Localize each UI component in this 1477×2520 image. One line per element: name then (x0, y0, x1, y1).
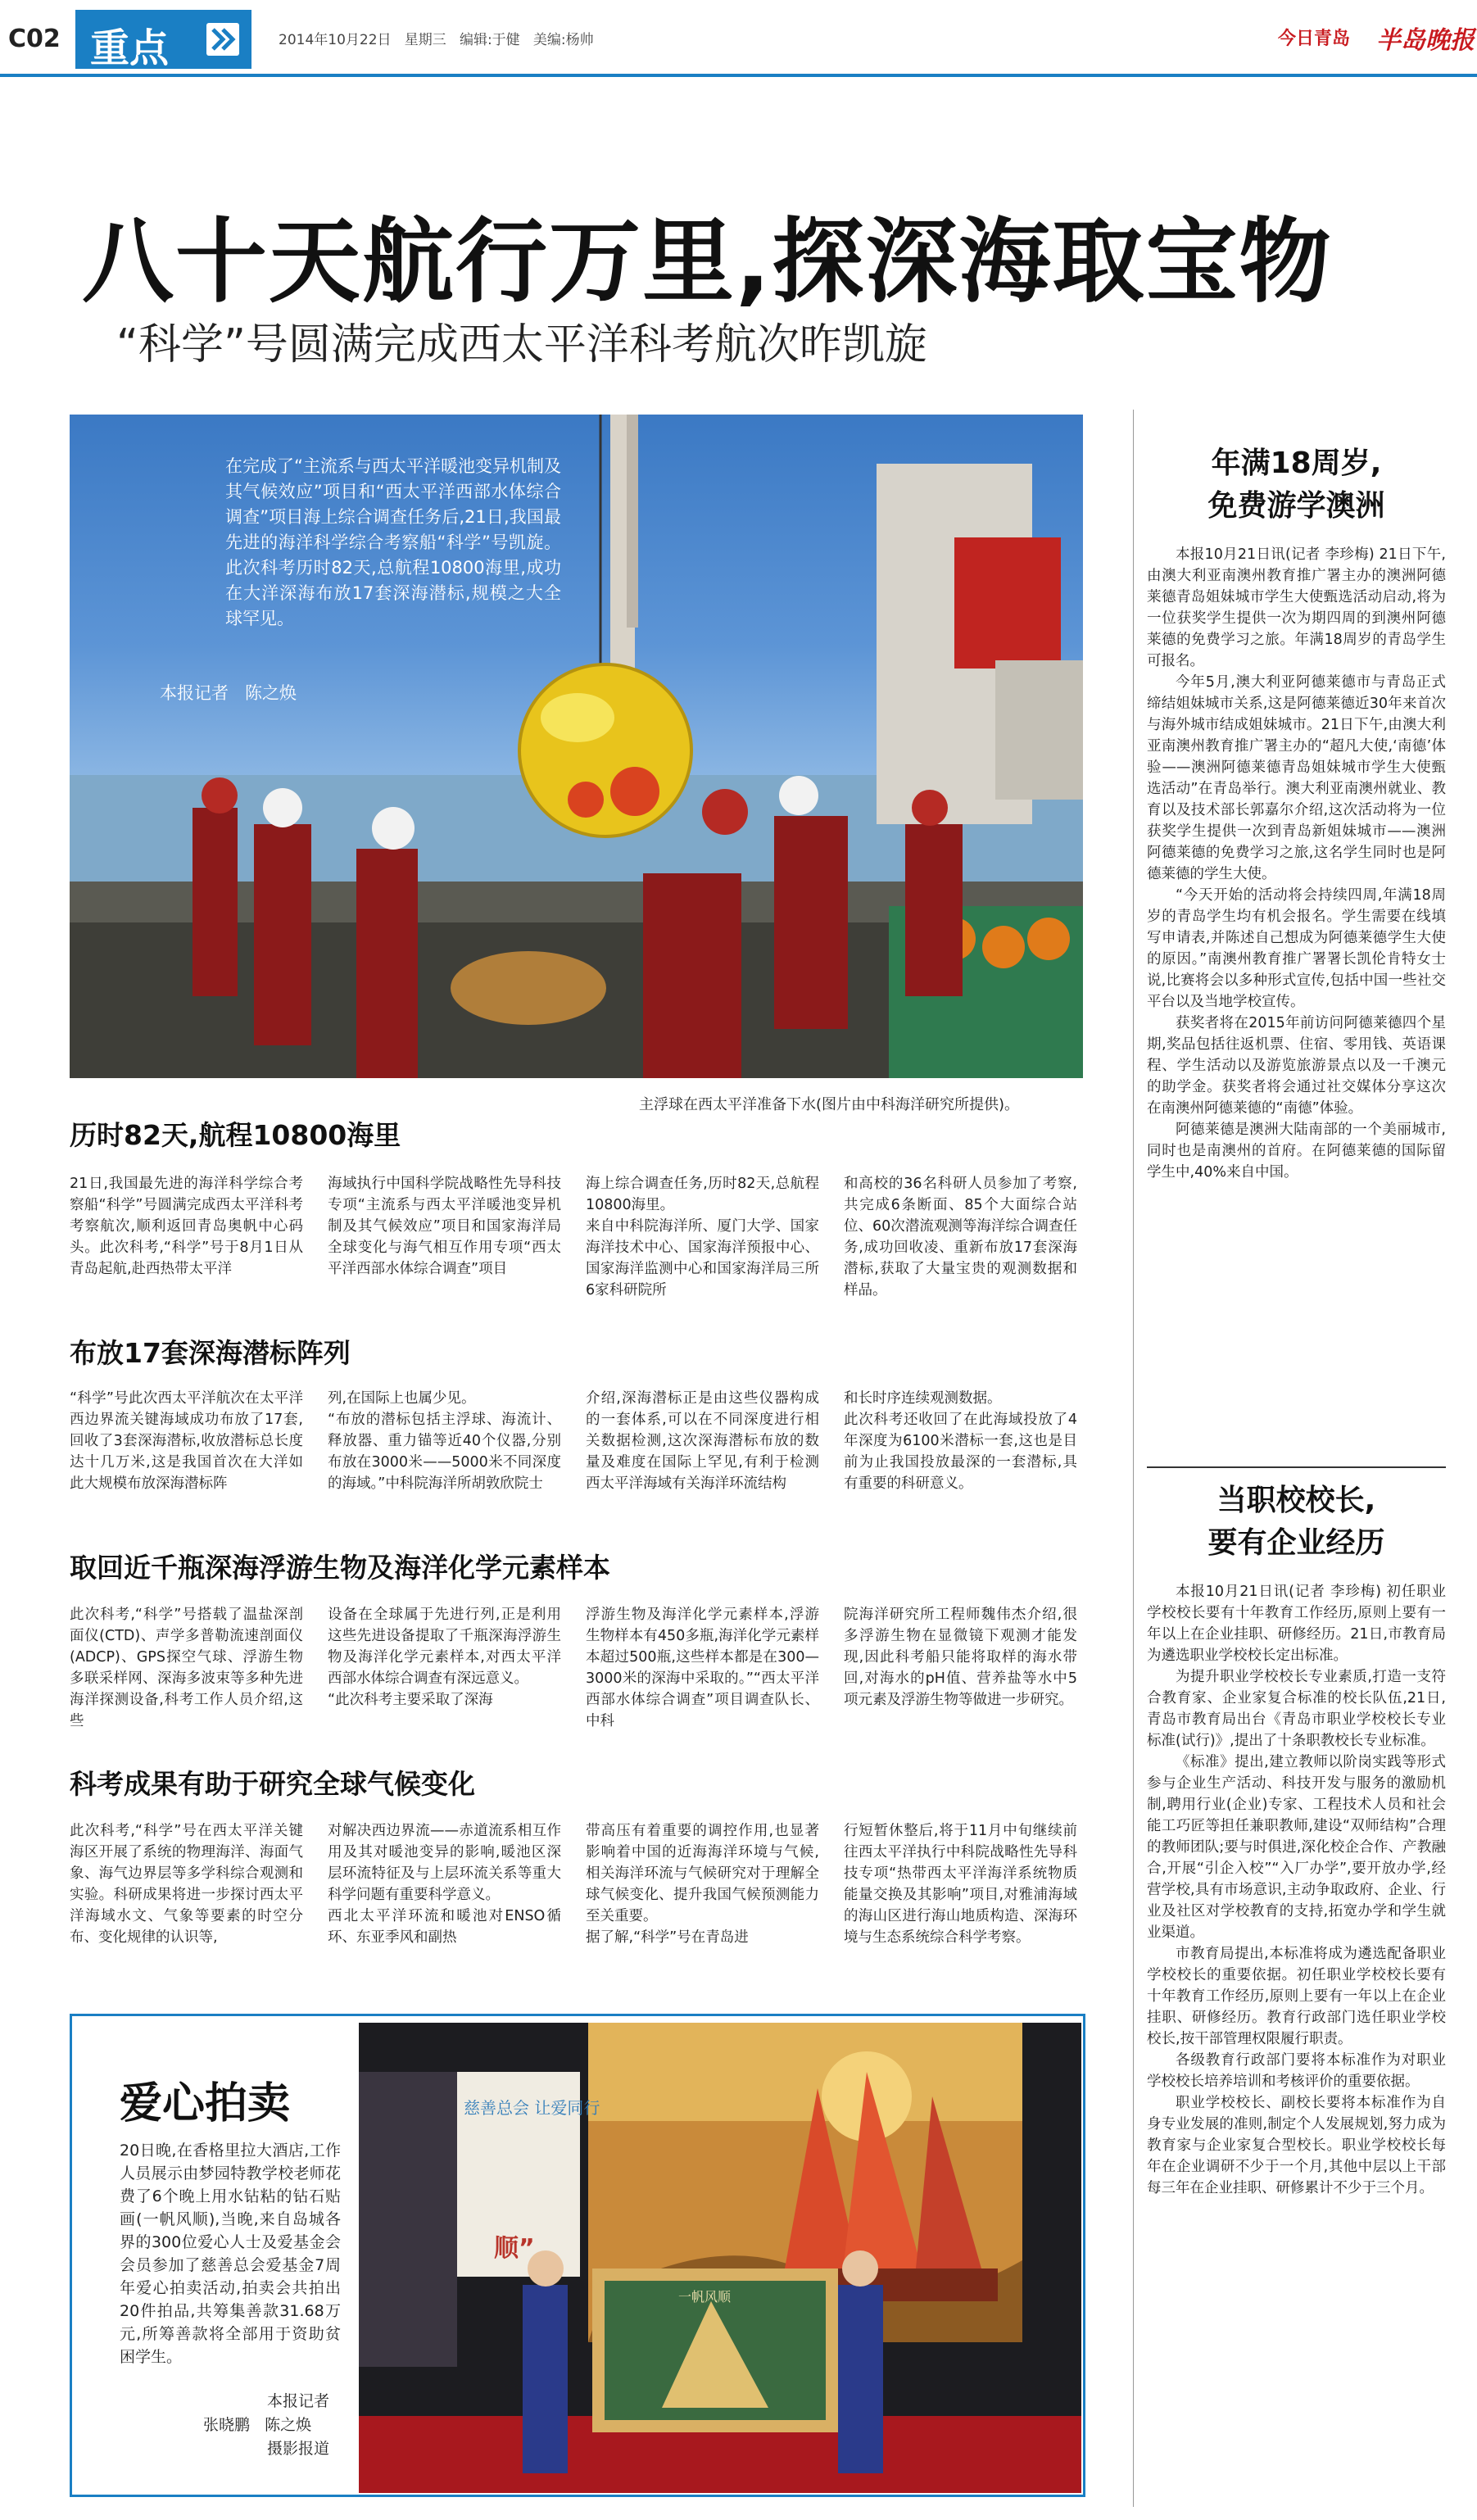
sidebar-2-paragraph: 本报10月21日讯(记者 李珍梅) 初任职业学校校长要有十年教育工作经历,原则上要有一年以上在企业挂职、研修经历。21日,市教育局为遴选职业学校校长定出标准。 (1147, 1584, 1446, 1664)
page-number: C02 (8, 25, 61, 53)
section-title-2: 布放17套深海潜标阵列 (70, 1337, 351, 1369)
sidebar-1-paragraph: 今年5月,澳大利亚阿德莱德市与青岛正式缔结姐妹城市关系,这是阿德莱德近30年来首次与海外城市结成姐妹城市。21日下午,由澳大利亚南澳州教育推广署主办的“超凡大使,‘南德’体验——澳洲阿德莱德青岛姐妹城市学生大使甄选活动”在青岛举行。澳大利亚南澳州就业、教育以及技术部长郭嘉尔介绍,这次活动将为一位获奖学生提供一次到青岛新姐妹城市——澳洲阿德莱德的免费学习之旅,这名学生同时也是阿德莱德的学生大使。 (1147, 674, 1446, 882)
charity-byline-2: 张晓鹏 陈之焕 (203, 2416, 312, 2434)
charity-photo (359, 2023, 1081, 2493)
photo-intro: 在完成了“主流系与西太平洋暖池变异机制及其气候效应”项目和“西太平洋西部水体综合调查”项目海上综合调查任务后,21日,我国最先进的海洋科学综合考察船“科学”号凯旋。此次科考历时82天,总航程10800海里,成功在大洋深海布放17套深海潜标,规模之大全球罕见。 (225, 456, 561, 628)
section-4-col-2: 对解决西边界流——赤道流系相互作用及其对暖池变异的影响,暖池区深层环流特征及与上层环流关系等重大科学问题有重要科学意义。 西北太平洋环流和暖池对ENSO循环、东亚季风和副热 (328, 1823, 561, 1946)
sidebar-2-paragraph: 为提升职业学校校长专业素质,打造一支符合教育家、企业家复合标准的校长队伍,21日,青岛市教育局出台《青岛市职业学校校长专业标准(试行)》,提出了十条职教校长专业标准。 (1147, 1669, 1446, 1749)
issue-info: 2014年10月22日 星期三 编辑:于健 美编:杨帅 (279, 32, 594, 48)
sidebar-1-paragraph: 本报10月21日讯(记者 李珍梅) 21日下午,由澳大利亚南澳州教育推广署主办的澳洲阿德莱德青岛姐妹城市学生大使甄选活动启动,将为一位获奖学生提供一次为期四周的到澳州阿德莱德的免费学习之旅。年满18周岁的青岛学生可报名。 (1147, 546, 1446, 669)
sidebar-2-paragraph: 职业学校校长、副校长要将本标准作为自身专业发展的准则,制定个人发展规划,努力成为教育家与企业家复合型校长。职业学校校长每年在企业调研不少于一个月,其他中层以上干部每三年在企业挂职、研修累计不少于三个月。 (1147, 2095, 1446, 2196)
backdrop-text-2: 顺” (494, 2234, 535, 2263)
sidebar-2-paragraph: 《标准》提出,建立教师以阶岗实践等形式参与企业生产活动、科技开发与服务的激励机制,聘用行业(企业)专家、工程技术人员和社会能工巧匠等担任兼职教师,建设“双师结构”合理的教师团队;要与时俱进,深化校企合作、产教融合,开展“引企入校”“入厂办学”,要开放办学,经营学校,具有市场意识,主动争取政府、企业、行业及社区对学校教育的支持,拓宽办学和学生就业渠道。 (1147, 1754, 1446, 1941)
section-4-col-3: 带高压有着重要的调控作用,也显著影响着中国的近海海洋环境与气候,相关海洋环流与气候研究对于理解全球气候变化、提升我国气候预测能力至关重要。 据了解,“科学”号在青岛进 (586, 1823, 819, 1946)
charity-title: 爱心拍卖 (120, 2079, 291, 2128)
newspaper-logo: 半岛晚报 (1376, 26, 1475, 55)
sidebar-rule (1147, 1466, 1446, 1468)
section-4-col-4: 行短暂休整后,将于11月中旬继续前往西太平洋执行中科院战略性先导科技专项“热带西太平洋海洋系统物质能量交换及其影响”项目,对雅浦海域的海山区进行海山地质构造、深海环境与生态系统综合科学考察。 (844, 1823, 1077, 1946)
section-3-col-4: 院海洋研究所工程师魏伟杰介绍,很多浮游生物在显微镜下观测才能发现,因此科考船只能将取样的海水带回,对海水的pH值、营养盐等水中5项元素及浮游生物等做进一步研究。 (844, 1607, 1077, 1708)
section-2-col-3: 介绍,深海潜标正是由这些仪器构成的一套体系,可以在不同深度进行相关数据检测,这次深海潜标布放的数量及难度在国际上罕见,有利于检测西太平洋海域有关海洋环流结构 (586, 1390, 819, 1492)
section-3-col-1: 此次科考,“科学”号搭载了温盐深剖面仪(CTD)、声学多普勒流速剖面仪(ADCP)、GPS探空气球、浮游生物多联采样网、深海多波束等多种先进海洋探测设备,科考工作人员介绍,这些 (70, 1607, 303, 1729)
sidebar-2-paragraph: 市教育局提出,本标准将成为遴选配备职业学校校长的重要依据。初任职业学校校长要有十年教育工作经历,原则上要有一年以上在企业挂职、研修经历。教育行政部门选任职业学校校长,按干部管理权限履行职责。 (1147, 1946, 1446, 2047)
section-1-col-1: 21日,我国最先进的海洋科学综合考察船“科学”号圆满完成西太平洋科考考察航次,顺利返回青岛奥帆中心码头。此次科考,“科学”号于8月1日从青岛起航,赴西热带太平洋 (70, 1176, 303, 1277)
photo-caption: 主浮球在西太平洋准备下水(图片由中科海洋研究所提供)。 (639, 1096, 1020, 1113)
sidebar-1-title-line-2: 免费游学澳洲 (1207, 489, 1385, 523)
sidebar-2-title-line-1: 当职校校长, (1216, 1484, 1376, 1517)
section-tab (75, 10, 251, 69)
section-1-col-3: 海上综合调查任务,历时82天,总航程10800海里。 来自中科院海洋所、厦门大学、国家海洋技术中心、国家海洋预报中心、国家海洋监测中心和国家海洋局三所6家科研院所 (586, 1176, 819, 1299)
section-2-col-4: 和长时序连续观测数据。 此次科考还收回了在此海域投放了4年深度为6100米潜标一套,这也是目前为止我国投放最深的一套潜标,具有重要的科研意义。 (844, 1390, 1077, 1492)
section-title-1: 历时82天,航程10800海里 (70, 1119, 401, 1151)
sidebar-2-title-line-2: 要有企业经历 (1207, 1526, 1385, 1560)
header-rule (0, 74, 1477, 77)
charity-box (70, 2014, 1085, 2497)
section-2-col-2: 列,在国际上也属少见。 “布放的潜标包括主浮球、海流计、释放器、重力锚等近40个仪器,分别布放在3000米——5000米不同深度的海域。”中科院海洋所胡敦欣院士 (328, 1390, 561, 1492)
charity-byline-1: 本报记者 (267, 2392, 330, 2410)
section-3-col-2: 设备在全球属于先进行列,正是利用这些先进设备提取了千瓶深海浮游生物及海洋化学元素样本,对西太平洋西部水体综合调查有深远意义。 “此次科考主要采取了深海 (328, 1607, 561, 1708)
section-label: 重点 (90, 25, 170, 71)
sidebar-1-paragraph: 阿德莱德是澳洲大陆南部的一个美丽城市,同时也是南澳州的首府。在阿德莱德的国际留学生中,40%来自中国。 (1147, 1122, 1446, 1181)
sidebar-divider (1133, 410, 1134, 2507)
sidebar-1-title-line-1: 年满18周岁, (1211, 446, 1382, 480)
main-byline: 本报记者 陈之焕 (160, 683, 297, 703)
charity-byline-3: 摄影报道 (267, 2440, 330, 2458)
section-1-col-2: 海域执行中国科学院战略性先导科技专项“主流系与西太平洋暖池变异机制及其气候效应”项目和国家海洋局全球变化与海气相互作用专项“西太平洋西部水体综合调查”项目 (328, 1176, 561, 1277)
sidebar-story-1 (1147, 442, 1446, 1183)
sidebar-1-paragraph: “今天开始的活动将会持续四周,年满18周岁的青岛学生均有机会报名。学生需要在线填写申请表,并陈述自己想成为阿德莱德学生大使的原因。”南澳州教育推广署署长凯伦肯特女士说,比赛将会以多种形式宣传,包括中国一些社交平台以及当地学校宣传。 (1147, 887, 1446, 1010)
section-title-3: 取回近千瓶深海浮游生物及海洋化学元素样本 (70, 1552, 610, 1584)
city-label: 今日青岛 (1278, 29, 1351, 49)
section-1-col-4: 和高校的36名科研人员参加了考察,共完成6条断面、85个大面综合站位、60次潜流观测等海洋综合调查任务,成功回收凌、重新布放17套深海潜标,获取了大量宝贵的观测数据和样品。 (844, 1176, 1077, 1299)
section-4-col-1: 此次科考,“科学”号在西太平洋关键海区开展了系统的物理海洋、海面气象、海气边界层等多学科综合观测和实验。科研成果将进一步探讨西太平洋海域水文、气象等要素的时空分布、变化规律的认识等, (70, 1823, 303, 1946)
charity-text: 20日晚,在香格里拉大酒店,工作人员展示由梦园特教学校老师花费了6个晚上用水钻粘的钻石贴画(一帆风顺),当晚,来自岛城各界的300位爱心人士及爱基金会会员参加了慈善总会爱基金7周年爱心拍卖活动,拍卖会共拍出20件拍品,共筹集善款31.68万元,所筹善款将全部用于资助贫困学生。 (120, 2142, 341, 2366)
main-headline: 八十天航行万里,探深海取宝物 (82, 209, 1333, 315)
section-3-col-3: 浮游生物及海洋化学元素样本,浮游生物样本有450多瓶,海洋化学元素样本超过500瓶,这些样本都是在300—3000米的深海中采取的。”“西太平洋西部水体综合调查”项目调查队长、中科 (586, 1607, 819, 1729)
page-header (0, 0, 1477, 79)
painting-label: 一帆风顺 (678, 2289, 732, 2305)
sidebar-story-2 (1147, 1480, 1446, 2199)
sidebar-2-paragraph: 各级教育行政部门要将本标准作为对职业学校校长培养培训和考核评价的重要依据。 (1147, 2052, 1446, 2090)
sidebar-1-paragraph: 获奖者将在2015年前访问阿德莱德四个星期,奖品包括往返机票、住宿、零用钱、英语课程、学生活动以及游览旅游景点以及一千澳元的助学金。获奖者将会通过社交媒体分享这次在南澳州阿德莱德的“南德”体验。 (1147, 1015, 1446, 1117)
main-photo (70, 415, 1083, 1078)
double-chevron-icon (206, 23, 239, 56)
sub-headline: “科学”号圆满完成西太平洋科考航次昨凯旋 (116, 320, 927, 369)
backdrop-text: 慈善总会 让爱同行 (464, 2098, 600, 2118)
section-2-col-1: “科学”号此次西太平洋航次在太平洋西边界流关键海域成功布放了17套,回收了3套深海潜标,收放潜标总长度达十几万米,这是我国首次在大洋如此大规模布放深海潜标阵 (70, 1390, 303, 1492)
section-title-4: 科考成果有助于研究全球气候变化 (70, 1768, 475, 1800)
